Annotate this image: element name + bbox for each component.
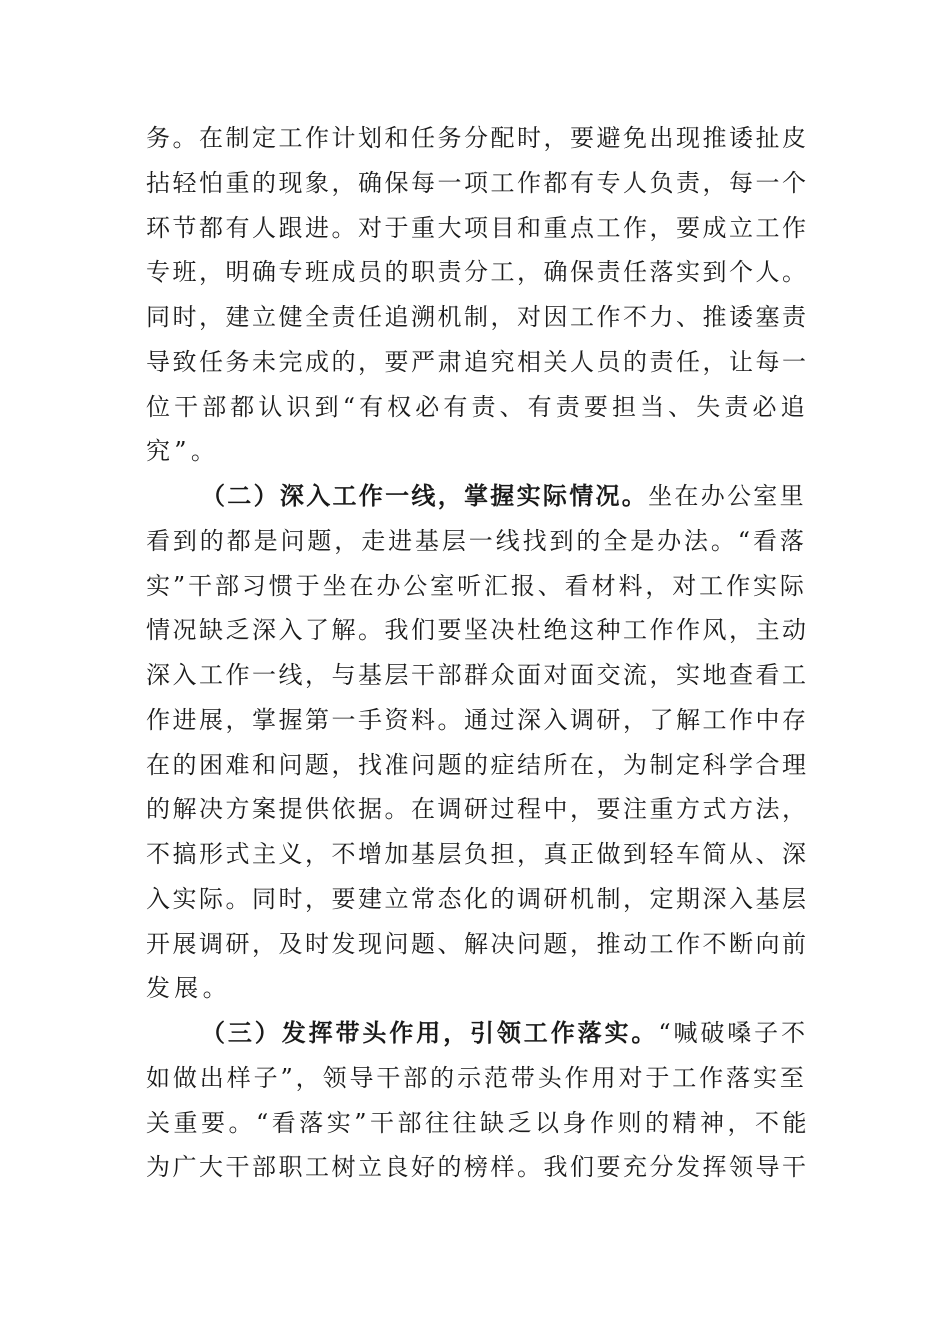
text-line: 在的困难和问题，找准问题的症结所在，为制定科学合理: [146, 750, 809, 779]
text-line: 看到的都是问题，走进基层一线找到的全是办法。“看落: [146, 526, 807, 555]
text-line: 专班，明确专班成员的职责分工，确保责任落实到个人。: [146, 258, 809, 287]
section-text-3: “喊破嗓子不: [658, 1019, 808, 1047]
text-line: 同时，建立健全责任追溯机制，对因工作不力、推诿塞责: [146, 303, 809, 331]
text-line: 究”。: [146, 437, 220, 466]
text-line: 的解决方案提供依据。在调研过程中，要注重方式方法，: [146, 795, 809, 824]
section-heading-line-3: [146, 1011, 810, 1056]
section-heading-3: （三）发挥带头作用，引领工作落实。: [201, 1018, 659, 1047]
text-line: 深入工作一线，与基层干部群众面对面交流，实地查看工: [146, 661, 809, 689]
text-line: 不搞形式主义，不增加基层负担，真正做到轻车简从、深: [146, 840, 809, 868]
text-line: 环节都有人跟进。对于重大项目和重点工作，要成立工作: [146, 213, 809, 242]
section-text-2: 坐在办公室里: [648, 482, 806, 510]
text-line: 发展。: [146, 974, 231, 1003]
text-line: 入实际。同时，要建立常态化的调研机制，定期深入基层: [146, 884, 809, 913]
text-line: 如做出样子”，领导干部的示范带头作用对于工作落实至: [146, 1063, 807, 1092]
text-line: 作进展，掌握第一手资料。通过深入调研，了解工作中存: [146, 705, 809, 734]
text-line: 务。在制定工作计划和任务分配时，要避免出现推诿扯皮: [146, 124, 809, 152]
text-line: 拈轻怕重的现象，确保每一项工作都有专人负责，每一个: [146, 168, 809, 197]
section-heading-2: （二）深入工作一线，掌握实际情况。: [201, 481, 649, 510]
text-line: 位干部都认识到“有权必有责、有责要担当、失责必追: [146, 392, 809, 421]
section-heading-line-2: [146, 474, 810, 519]
text-line: 开展调研，及时发现问题、解决问题，推动工作不断向前: [146, 929, 809, 958]
text-line: 实”干部习惯于坐在办公室听汇报、看材料，对工作实际: [146, 571, 807, 600]
text-line: 情况缺乏深入了解。我们要坚决杜绝这种工作作风，主动: [146, 616, 809, 645]
text-line: 导致任务未完成的，要严肃追究相关人员的责任，让每一: [146, 347, 809, 376]
text-line: 为广大干部职工树立良好的榜样。我们要充分发挥领导干: [146, 1153, 809, 1182]
text-line: 关重要。“看落实”干部往往缺乏以身作则的精神，不能: [146, 1108, 811, 1137]
document-body: [146, 116, 810, 1190]
